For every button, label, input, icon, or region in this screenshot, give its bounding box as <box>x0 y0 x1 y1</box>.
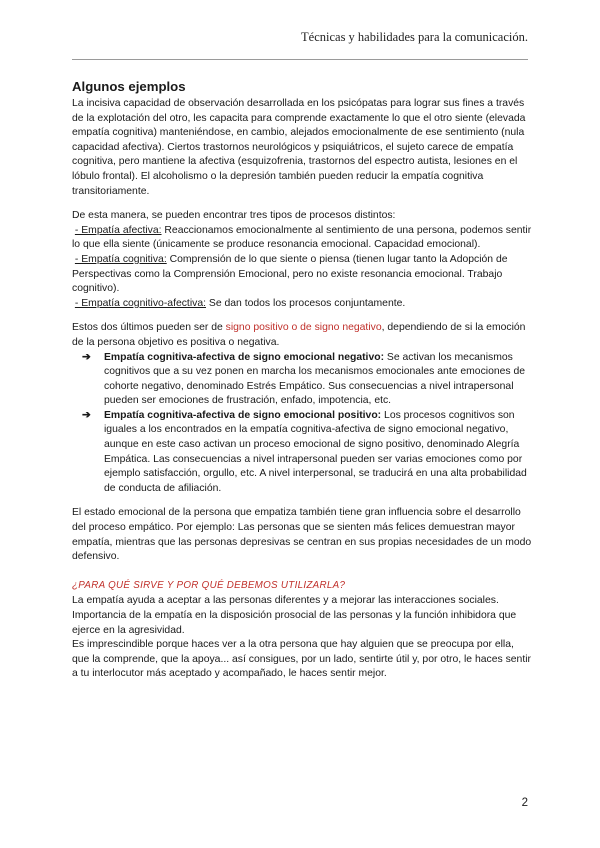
emotional-state-paragraph: El estado emocional de la persona que empatiza también tiene gran influencia sobre el desarrollo del proceso empático. Por ejemplo: Las personas que se sienten más felices demuestran mayor empatía, mientras que las personas depresivas se centran en sus propias necesidades de un modo defensivo. <box>72 507 532 563</box>
bullet-negative-text: Se activan los mecanismos cognitivos que a su vez ponen en marcha los mecanismos emocionales ante emociones de cohorte negativo, denominado Estrés Empático. Sus consecuencias a nivel intrapersonal pueden ser emociones de frustración, enfado, impotencia, etc. <box>104 351 526 407</box>
question-heading: ¿PARA QUÉ SIRVE Y POR QUÉ DEBEMOS UTILIZARLA? <box>72 579 346 591</box>
bullet-positive-text: Los procesos cognitivos son iguales a los encontrados en la empatía cognitiva-afectiva de signo emocional negativo, aunque en este caso activan un proceso emocional de signo positivo, denominado Alegría Empática. Las consecuencias a nivel intrapersonal pueden ser varias emociones como por ejemplo satisfacción, orgullo, etc. A nivel interpersonal, se traducirá en una alta probabilidad de conducta de afiliación. <box>104 409 527 494</box>
question-line-2: Importancia de la empatía en la disposición prosocial de las personas y la función inhibidora que ejerce en la agresividad. <box>72 610 517 636</box>
page-number: 2 <box>521 797 528 809</box>
page-header: Técnicas y habilidades para la comunicación. <box>301 30 528 44</box>
type-cognitive-label: - Empatía cognitiva: <box>74 253 167 265</box>
question-line-3: Es imprescindible porque haces ver a la otra persona que hay alguien que se preocupa por ella, que la comprende, que la apoya... así consigues, por un lado, sentirte útil y, por otro, le haces sentir a tu interlocutor más aceptado y acompañado, le haces sentir mejor. <box>72 639 531 680</box>
type-affective-text: Reaccionamos emocionalmente al sentimiento de una persona, podemos sentir lo que ella siente (únicamente se produce resonancia emocional. Capacidad emocional). <box>72 224 532 251</box>
type-cognitive <box>72 253 532 297</box>
bullet-positive <box>82 409 532 497</box>
document-body <box>72 79 532 682</box>
arrow-icon: ➔ <box>82 409 91 421</box>
bullet-negative <box>82 351 532 409</box>
section-heading: Algunos ejemplos <box>72 79 186 94</box>
type-affective-label: - Empatía afectiva: <box>74 224 162 236</box>
empathy-bullet-list <box>72 351 532 497</box>
signs-paragraph: Estos dos últimos pueden ser de signo positivo o de signo negativo, dependiendo de si la emoción de la persona objetivo es positiva o negativa. <box>72 322 526 348</box>
intro-paragraph: La incisiva capacidad de observación desarrollada en los psicópatas para lograr sus fines a través de la explotación del otro, les capacita para comprende exactamente lo que el otro siente (elevada empatía cognitiva) manteniéndose, en cambio, alejados emocionalmente de ese sentimiento (nula capacidad afectiva). Ciertos trastornos neurológicos y psiquiátricos, el sujeto carece de empatía cognitiva, pero mantiene la afectiva (esquizofrenia, trastornos del espectro autista, lesiones en el lóbulo frontal). El alcoholismo o la depresión también pueden reducir la empatía cognitiva transitoriamente. <box>72 98 526 197</box>
question-line-1: La empatía ayuda a aceptar a las personas diferentes y a mejorar las interacciones sociales. <box>72 595 499 607</box>
type-affective <box>72 224 532 253</box>
signs-highlight: signo positivo o de signo negativo <box>225 322 382 334</box>
types-intro: De esta manera, se pueden encontrar tres tipos de procesos distintos: <box>72 210 396 222</box>
header-divider <box>72 59 528 60</box>
type-cognitive-affective-label: - Empatía cognitivo-afectiva: <box>74 297 206 309</box>
type-cognitive-affective <box>72 297 532 312</box>
type-cognitive-text: Comprensión de lo que siente o piensa (tienen lugar tanto la Adopción de Perspectivas como la Comprensión Emocional, pero no existe resonancia emocional. Trabajo cognitivo). <box>72 253 508 295</box>
type-cognitive-affective-text: Se dan todos los procesos conjuntamente. <box>206 297 406 309</box>
bullet-negative-title: Empatía cognitiva-afectiva de signo emocional negativo: <box>104 351 385 363</box>
bullet-positive-title: Empatía cognitiva-afectiva de signo emocional positivo: <box>104 409 382 421</box>
arrow-icon: ➔ <box>82 351 91 363</box>
